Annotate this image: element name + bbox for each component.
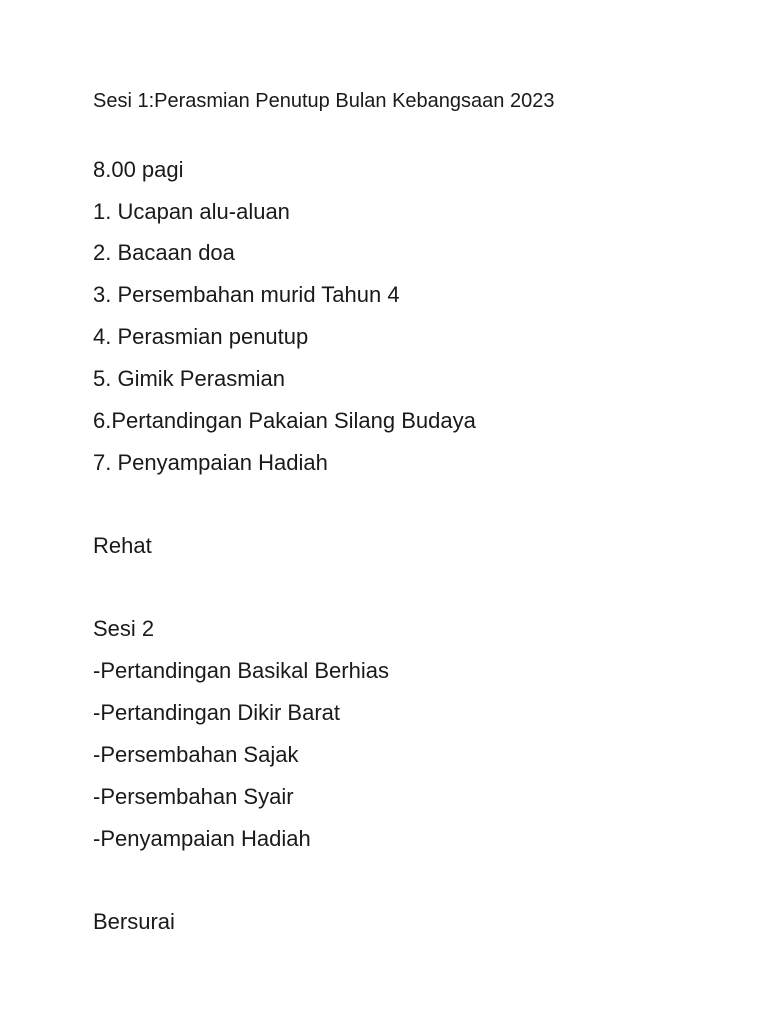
session1-item: 4. Perasmian penutup [93,324,309,349]
session2-item: -Persembahan Syair [93,784,294,809]
session1-item: 6.Pertandingan Pakaian Silang Budaya [93,408,476,433]
break-label: Rehat [93,533,152,558]
document-page [93,0,733,1024]
closing-label: Bersurai [93,909,175,934]
session2-item: -Pertandingan Basikal Berhias [93,658,389,683]
session2-heading: Sesi 2 [93,616,155,641]
session1-item: 1. Ucapan alu-aluan [93,199,290,224]
document-title: Sesi 1:Perasmian Penutup Bulan Kebangsaan 2023 [93,90,555,112]
session1-item: 3. Persembahan murid Tahun 4 [93,282,400,307]
session2-item: -Pertandingan Dikir Barat [93,700,341,725]
start-time: 8.00 pagi [93,157,184,182]
session2-item: -Penyampaian Hadiah [93,826,311,851]
session1-item: 5. Gimik Perasmian [93,366,285,391]
session1-item: 2. Bacaan doa [93,240,235,265]
session2-item: -Persembahan Sajak [93,742,299,767]
session1-item: 7. Penyampaian Hadiah [93,450,328,475]
